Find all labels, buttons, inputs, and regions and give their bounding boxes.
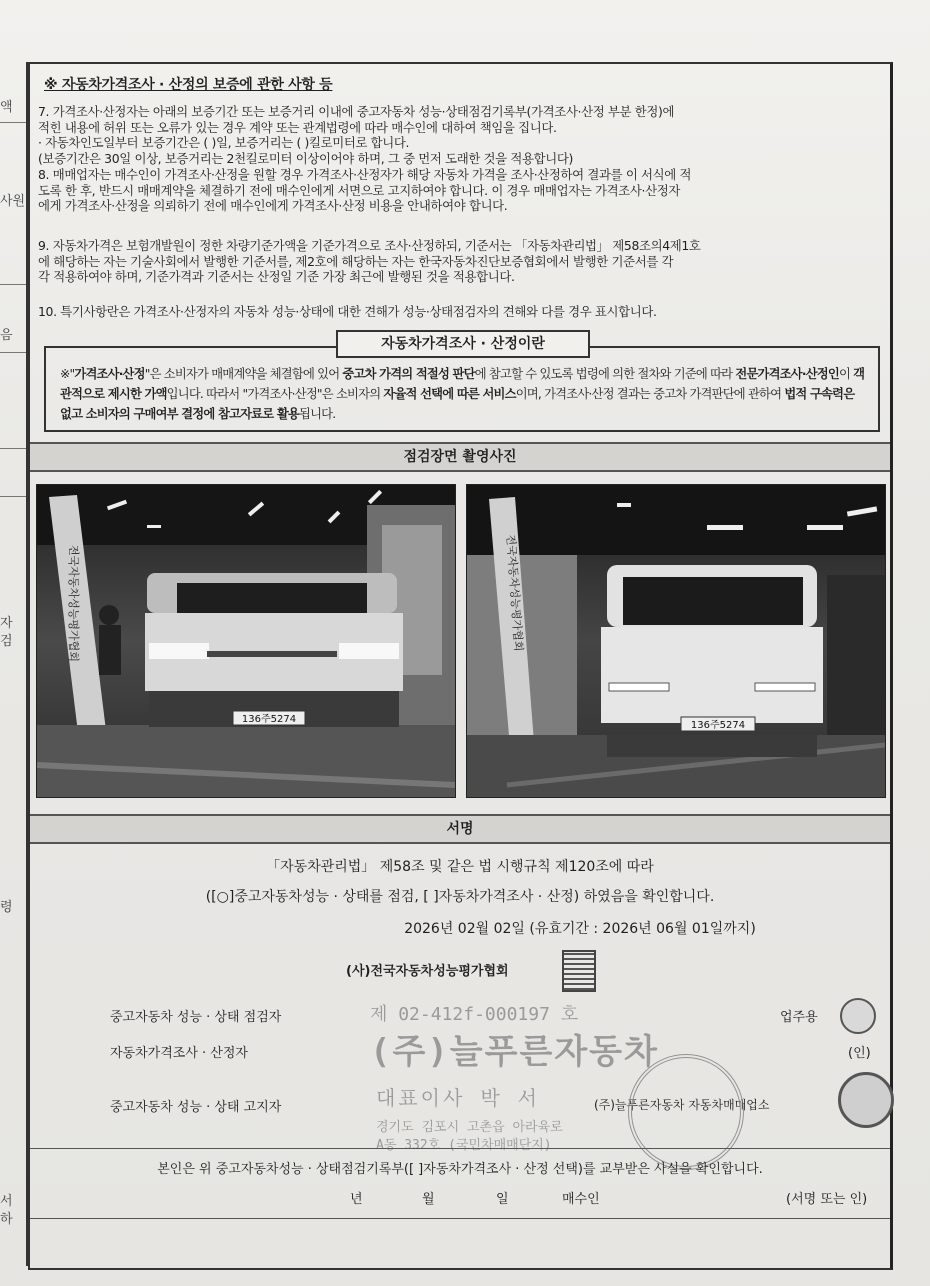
definition-title: 자동차가격조사 · 산정이란: [336, 330, 590, 358]
signature-section-header: 서명: [30, 814, 890, 844]
left-label-6: 령: [0, 900, 13, 915]
definition-text: [60, 364, 866, 424]
association-seal-icon: [562, 950, 596, 992]
inspector-label: 중고자동차 성능 · 상태 점검자: [110, 1010, 282, 1025]
representative-name: 대표이사 박 서: [376, 1086, 541, 1110]
inspection-record-document: [28, 62, 893, 1270]
appraiser-label: 자동차가격조사 · 산정자: [110, 1046, 248, 1061]
year-label: 년: [350, 1192, 363, 1207]
appraiser-seal-mark: (인): [848, 1046, 871, 1061]
issue-date-line: 2026년 02월 02일 (유효기간 : 2026년 06월 01일까지): [404, 921, 756, 937]
association-name: (사)전국자동차성능평가협회: [346, 964, 509, 979]
clause-line: 적힌 내용에 허위 또는 오류가 있는 경우 계약 또는 관계법령에 따라 매수인에 대하여 책임을 집니다.: [38, 119, 557, 135]
clause-line: 도록 한 후, 반드시 매매계약을 체결하기 전에 매수인에게 서면으로 고지하여야 합니다. 이 경우 매매업자는 가격조사·산정자: [38, 182, 680, 198]
clause-line: 7. 가격조사·산정자는 아래의 보증기간 또는 보증거리 이내에 중고자동차 성능·상태점검기록부(가격조사·산정 부분 한정)에: [38, 104, 675, 119]
definition-text-segment: 입니다. 따라서 "가격조사·산정"은 소비자의: [166, 387, 384, 401]
clause-10: [38, 304, 657, 320]
dealer-address-line-2: A동 332호 (국민차매매단지): [376, 1138, 552, 1153]
left-column-strip: [0, 62, 28, 1266]
company-round-stamp-icon: [628, 1054, 744, 1170]
clause-line: 10. 특기사항란은 가격조사·산정자의 자동차 성능·상태에 대한 견해가 성능·상태점검자의 견해와 다를 경우 표시합니다.: [38, 304, 657, 319]
sign-or-seal-label: (서명 또는 인): [786, 1192, 868, 1207]
inspection-photo-rear: [466, 484, 886, 798]
dealer-seal-icon: [838, 1072, 894, 1128]
definition-text-segment: 객관적으로 제시한 가액: [60, 367, 865, 401]
confirmation-line: ([○]중고자동차성능 · 상태를 점검, [ ]자동차가격조사 · 산정) 하였음을 확인합니다.: [205, 889, 715, 905]
receipt-confirmation-line: 본인은 위 중고자동차성능 · 상태점검기록부([ ]자동차가격조사 · 산정 선택)를 교부받은 사실을 확인합니다.: [157, 1162, 763, 1177]
clause-line: · 자동차인도일부터 보증기간은 ( )일, 보증거리는 ( )킬로미터로 합니다.: [38, 135, 410, 151]
law-reference-line: 「자동차관리법」 제58조 및 같은 법 시행규칙 제120조에 따라: [266, 859, 654, 875]
left-label-2: 사원: [0, 194, 26, 209]
definition-text-segment: 자율적 선택에 따른 서비스: [383, 387, 516, 401]
divider: [30, 1148, 890, 1149]
inspector-right-label: 업주용: [780, 1010, 818, 1025]
definition-box: [44, 346, 880, 432]
definition-text-segment: 중고차 가격의 적절성 판단: [342, 367, 475, 381]
photo-section-header: 점검장면 촬영사진: [30, 442, 890, 472]
car-rear-photo-svg: [467, 485, 885, 797]
left-label-3: 음: [0, 328, 13, 343]
buyer-label: 매수인: [562, 1192, 600, 1207]
pole-text-front: 전국자동차성능평가협회: [67, 545, 80, 662]
definition-text-segment: 에 참고할 수 있도록 법령에 의한 절차와 기준에 따라: [474, 367, 736, 381]
bottom-divider: [30, 1218, 890, 1219]
clause-line: (보증기간은 30일 이상, 보증거리는 2천킬로미터 이상이어야 하며, 그 중 먼저 도래한 것을 적용합니다): [38, 150, 573, 166]
clause-line: 각 적용하여야 하며, 기준가격과 기준서는 산정일 기준 가장 최근에 발행된 것을 적용합니다.: [38, 269, 515, 285]
dealer-name: (주)늘푸른자동차 자동차매매업소: [594, 1098, 770, 1112]
day-label: 일: [496, 1192, 509, 1207]
clause-line: 에 해당하는 자는 기술사회에서 발행한 기준서를, 제2호에 해당하는 자는 한국자동차진단보증협회에서 발행한 기준서를 각: [38, 253, 674, 269]
month-label: 월: [422, 1192, 435, 1207]
definition-text-segment: 법적 구속력은 없고 소비자의 구매여부 결정에 참고자료로 활용: [60, 387, 855, 421]
clause-line: 8. 매매업자는 매수인이 가격조사·산정을 원할 경우 가격조사·산정자가 해당 자동차 가격을 조사·산정하여 결과를 이 서식에 적: [38, 167, 692, 182]
car-front-photo-svg: [37, 485, 455, 797]
left-label-8: 하: [0, 1212, 13, 1227]
definition-text-segment: "은 소비자가 매매계약을 체결함에 있어: [144, 367, 343, 381]
clause-9: [38, 238, 701, 285]
definition-text-segment: 이: [838, 367, 854, 381]
appraiser-company-stamp: (주)늘푸른자동차: [370, 1032, 659, 1072]
definition-text-segment: 됩니다.: [298, 407, 336, 421]
left-label-1: 액: [0, 100, 13, 115]
license-plate-rear: 136주5274: [690, 720, 746, 731]
inspection-photo-front: [36, 484, 456, 798]
clause-7: [38, 104, 674, 166]
clause-8: [38, 167, 691, 214]
definition-text-segment: ※": [60, 367, 75, 381]
left-label-4: 자: [0, 616, 13, 631]
inspector-seal-icon: [840, 998, 876, 1034]
inspector-number: 제 02-412f-000197 호: [370, 1004, 579, 1025]
license-plate-front: 136주5274: [241, 714, 297, 725]
definition-text-segment: 이며, 가격조사·산정 결과는 중고차 가격판단에 관하여: [515, 387, 785, 401]
pole-text-rear: 전국자동차성능평가협회: [504, 534, 526, 652]
left-label-7: 서: [0, 1194, 13, 1209]
left-label-5: 검: [0, 634, 13, 649]
definition-text-segment: 전문가격조사·산정인: [735, 367, 839, 381]
clause-line: 9. 자동차가격은 보험개발원이 정한 차량기준가액을 기준가격으로 조사·산정하되, 기준서는 「자동차관리법」 제58조의4제1호: [38, 238, 701, 253]
definition-text-segment: 가격조사·산정: [74, 367, 145, 381]
warranty-section-title: ※ 자동차가격조사 · 산정의 보증에 관한 사항 등: [44, 77, 333, 93]
clause-line: 에게 가격조사·산정을 의뢰하기 전에 매수인에게 가격조사·산정 비용을 안내하여야 합니다.: [38, 198, 508, 214]
notifier-label: 중고자동차 성능 · 상태 고지자: [110, 1100, 282, 1115]
dealer-address-line-1: 경기도 김포시 고촌읍 아라육로: [376, 1120, 563, 1135]
